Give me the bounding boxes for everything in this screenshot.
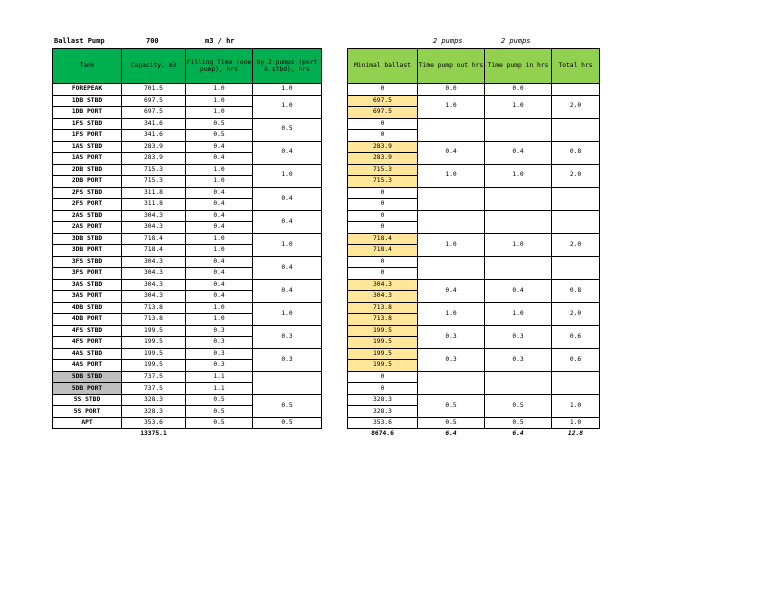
tank-name: 1DB STBD — [53, 95, 122, 107]
tank-filling-table — [52, 48, 322, 439]
filling-time: 0.5 — [186, 118, 253, 130]
table-row — [348, 417, 600, 429]
minimal-ballast: 697.5 — [348, 107, 418, 119]
tank-name: 4AS PORT — [53, 360, 122, 372]
tank-capacity: 713.8 — [122, 302, 186, 314]
tank-name: 2AS PORT — [53, 222, 122, 234]
totals-row — [348, 429, 600, 439]
tank-capacity: 283.9 — [122, 153, 186, 165]
filling-time: 0.4 — [186, 210, 253, 222]
minimal-ballast: 718.4 — [348, 245, 418, 257]
minimal-ballast: 199.5 — [348, 348, 418, 360]
total-hours: 2.0 — [552, 302, 600, 325]
time-pump-out: 0.5 — [418, 417, 485, 429]
table-row — [53, 210, 322, 222]
table-row — [348, 279, 600, 291]
table-row — [348, 256, 600, 268]
filling-time: 0.4 — [186, 222, 253, 234]
filling-time: 0.4 — [186, 187, 253, 199]
filling-time: 1.0 — [186, 314, 253, 326]
totals-spacer — [53, 429, 122, 439]
two-pump-time: 0.5 — [253, 417, 322, 429]
tank-capacity: 328.3 — [122, 406, 186, 418]
filling-time: 1.1 — [186, 371, 253, 383]
filling-time: 1.0 — [186, 95, 253, 107]
total-hours — [552, 210, 600, 233]
filling-time: 1.0 — [186, 107, 253, 119]
minimal-ballast: 199.5 — [348, 360, 418, 372]
two-pump-time: 0.5 — [253, 118, 322, 141]
minimal-ballast: 713.8 — [348, 302, 418, 314]
two-pump-time: 0.4 — [253, 210, 322, 233]
filling-time: 1.0 — [186, 245, 253, 257]
time-pump-in — [485, 187, 552, 210]
filling-time: 1.1 — [186, 383, 253, 395]
totals-spacer — [186, 429, 253, 439]
ballast-time-table — [347, 48, 600, 439]
filling-time: 0.3 — [186, 348, 253, 360]
tank-capacity: 718.4 — [122, 245, 186, 257]
total-hours: 0.6 — [552, 325, 600, 348]
tank-name: 4FS STBD — [53, 325, 122, 337]
time-pump-in: 0.5 — [485, 394, 552, 417]
time-pump-in — [485, 118, 552, 141]
minimal-ballast: 304.3 — [348, 291, 418, 303]
table-row — [348, 302, 600, 314]
time-pump-in — [485, 256, 552, 279]
total-hours: 0.8 — [552, 279, 600, 302]
filling-time: 0.3 — [186, 360, 253, 372]
tank-capacity: 199.5 — [122, 325, 186, 337]
tank-name: 2FS PORT — [53, 199, 122, 211]
time-pump-in — [485, 371, 552, 394]
time-pump-out — [418, 256, 485, 279]
minimal-ballast: 697.5 — [348, 95, 418, 107]
tank-capacity: 697.5 — [122, 95, 186, 107]
tank-capacity: 737.5 — [122, 383, 186, 395]
filling-time: 0.4 — [186, 279, 253, 291]
minimal-ballast: 715.3 — [348, 176, 418, 188]
minimal-ballast: 304.3 — [348, 279, 418, 291]
tank-capacity: 199.5 — [122, 360, 186, 372]
tank-capacity: 353.6 — [122, 417, 186, 429]
col-time-pump-out: Time pump out hrs — [418, 49, 485, 84]
two-pumps-label-in: 2 pumps — [501, 37, 531, 45]
tank-rows — [53, 84, 322, 439]
minimal-ballast: 0 — [348, 268, 418, 280]
minimal-ballast: 0 — [348, 118, 418, 130]
total-hours — [552, 187, 600, 210]
time-pump-out — [418, 187, 485, 210]
table-row — [53, 417, 322, 429]
tank-capacity: 341.6 — [122, 118, 186, 130]
tank-name: 3FS STBD — [53, 256, 122, 268]
minimal-ballast: 199.5 — [348, 337, 418, 349]
total-hours: 2.0 — [552, 233, 600, 256]
total-hours — [552, 118, 600, 141]
time-pump-in: 0.3 — [485, 325, 552, 348]
total-capacity: 13375.1 — [140, 430, 167, 438]
table-row — [53, 325, 322, 337]
filling-time: 0.4 — [186, 268, 253, 280]
time-pump-out: 1.0 — [418, 233, 485, 256]
time-pump-out: 0.5 — [418, 394, 485, 417]
col-by-2-pumps: By 2 pumps (port & stbd), hrs — [253, 49, 322, 84]
tank-capacity: 304.3 — [122, 256, 186, 268]
total-hours — [552, 256, 600, 279]
tank-name: 1AS PORT — [53, 153, 122, 165]
two-pump-time: 1.0 — [253, 84, 322, 96]
total-pump-out: 6.4 — [445, 430, 457, 438]
time-pump-in: 1.0 — [485, 233, 552, 256]
table-row — [348, 348, 600, 360]
table-row — [348, 187, 600, 199]
pump-rate-value: 700 — [146, 37, 159, 45]
filling-time: 0.3 — [186, 325, 253, 337]
two-pump-time: 1.0 — [253, 233, 322, 256]
time-pump-in: 0.5 — [485, 417, 552, 429]
filling-time: 0.4 — [186, 199, 253, 211]
table-row — [53, 141, 322, 153]
time-pump-out: 0.3 — [418, 348, 485, 371]
minimal-ballast: 715.3 — [348, 164, 418, 176]
totals-spacer — [253, 429, 322, 439]
table-row — [53, 279, 322, 291]
two-pumps-label-out: 2 pumps — [433, 37, 463, 45]
minimal-ballast: 718.4 — [348, 233, 418, 245]
minimal-ballast: 0 — [348, 187, 418, 199]
minimal-ballast: 0 — [348, 210, 418, 222]
two-pump-time: 0.4 — [253, 141, 322, 164]
tank-name: 3DB STBD — [53, 233, 122, 245]
table-row — [348, 164, 600, 176]
time-pump-out — [418, 371, 485, 394]
tank-capacity: 311.8 — [122, 199, 186, 211]
ballast-rows — [348, 84, 600, 439]
tank-capacity: 304.3 — [122, 268, 186, 280]
col-time-pump-in: Time pump in hrs — [485, 49, 552, 84]
two-pump-time — [253, 371, 322, 394]
two-pump-time: 0.4 — [253, 256, 322, 279]
total-hours: 1.0 — [552, 394, 600, 417]
minimal-ballast: 328.3 — [348, 394, 418, 406]
filling-time: 0.5 — [186, 130, 253, 142]
table-row — [53, 118, 322, 130]
two-pump-time: 0.3 — [253, 325, 322, 348]
minimal-ballast: 713.8 — [348, 314, 418, 326]
time-pump-in: 0.4 — [485, 141, 552, 164]
total-hours — [552, 371, 600, 394]
filling-time: 0.4 — [186, 256, 253, 268]
two-pump-time: 0.3 — [253, 348, 322, 371]
minimal-ballast: 0 — [348, 371, 418, 383]
tank-name: 3DB PORT — [53, 245, 122, 257]
col-filling-time: Filling Time (one pump), hrs — [186, 49, 253, 84]
tank-name: 5DB STBD — [53, 371, 122, 383]
table-row — [53, 187, 322, 199]
table-row — [53, 233, 322, 245]
table-row — [348, 210, 600, 222]
minimal-ballast: 0 — [348, 199, 418, 211]
minimal-ballast: 328.3 — [348, 406, 418, 418]
table-row — [348, 371, 600, 383]
table-row — [53, 84, 322, 96]
table-row — [348, 95, 600, 107]
tank-capacity: 304.3 — [122, 291, 186, 303]
tank-name: 5S PORT — [53, 406, 122, 418]
total-hours: 2.0 — [552, 95, 600, 118]
total-hours: 1.0 — [552, 417, 600, 429]
col-minimal-ballast: Minimal ballast — [348, 49, 418, 84]
two-pump-time: 0.5 — [253, 394, 322, 417]
ballast-pump-label: Ballast Pump — [54, 37, 105, 45]
tank-capacity: 715.3 — [122, 176, 186, 188]
two-pump-time: 1.0 — [253, 95, 322, 118]
two-pump-time: 0.4 — [253, 279, 322, 302]
time-pump-in: 0.4 — [485, 279, 552, 302]
filling-time: 0.4 — [186, 153, 253, 165]
tank-name: 1FS STBD — [53, 118, 122, 130]
filling-time: 0.4 — [186, 141, 253, 153]
time-pump-out: 0.4 — [418, 279, 485, 302]
col-capacity: Capacity, m3 — [122, 49, 186, 84]
minimal-ballast: 0 — [348, 256, 418, 268]
tank-capacity: 304.3 — [122, 222, 186, 234]
time-pump-in: 1.0 — [485, 95, 552, 118]
tank-name: 3AS PORT — [53, 291, 122, 303]
filling-time: 1.0 — [186, 164, 253, 176]
tank-capacity: 737.5 — [122, 371, 186, 383]
table-row — [53, 164, 322, 176]
filling-time: 0.5 — [186, 417, 253, 429]
filling-time: 0.5 — [186, 394, 253, 406]
tank-capacity: 199.5 — [122, 337, 186, 349]
tank-name: 4DB STBD — [53, 302, 122, 314]
tank-name: 1DB PORT — [53, 107, 122, 119]
tank-capacity: 701.5 — [122, 84, 186, 96]
pump-rate-unit: m3 / hr — [205, 37, 235, 45]
time-pump-in: 1.0 — [485, 302, 552, 325]
filling-time: 1.0 — [186, 84, 253, 96]
total-hours: 0.8 — [552, 141, 600, 164]
total-hours: 0.6 — [552, 348, 600, 371]
time-pump-in: 0.0 — [485, 84, 552, 96]
table-row — [53, 348, 322, 360]
tank-capacity: 283.9 — [122, 141, 186, 153]
filling-time: 1.0 — [186, 176, 253, 188]
tank-name: 2DB STBD — [53, 164, 122, 176]
table-row — [348, 394, 600, 406]
minimal-ballast: 0 — [348, 130, 418, 142]
tank-name: 4FS PORT — [53, 337, 122, 349]
time-pump-out: 0.0 — [418, 84, 485, 96]
table-row — [348, 233, 600, 245]
tank-capacity: 715.3 — [122, 164, 186, 176]
tank-name: 4DB PORT — [53, 314, 122, 326]
tank-name: 3FS PORT — [53, 268, 122, 280]
two-pump-time: 1.0 — [253, 302, 322, 325]
minimal-ballast: 199.5 — [348, 325, 418, 337]
totals-row — [53, 429, 322, 439]
total-pump-in: 6.4 — [512, 430, 524, 438]
time-pump-out — [418, 210, 485, 233]
filling-time: 1.0 — [186, 233, 253, 245]
time-pump-out — [418, 118, 485, 141]
table-row — [53, 394, 322, 406]
time-pump-in: 0.3 — [485, 348, 552, 371]
two-pump-time: 1.0 — [253, 164, 322, 187]
tank-capacity: 328.3 — [122, 394, 186, 406]
minimal-ballast: 0 — [348, 84, 418, 96]
minimal-ballast: 0 — [348, 383, 418, 395]
table-row — [53, 256, 322, 268]
tank-capacity: 311.8 — [122, 187, 186, 199]
total-hours: 2.0 — [552, 164, 600, 187]
table-row — [53, 95, 322, 107]
time-pump-in — [485, 210, 552, 233]
filling-time: 0.5 — [186, 406, 253, 418]
minimal-ballast: 283.9 — [348, 153, 418, 165]
tank-name: 5S STBD — [53, 394, 122, 406]
col-tank: Tank — [53, 49, 122, 84]
tank-name: 2AS STBD — [53, 210, 122, 222]
time-pump-out: 1.0 — [418, 164, 485, 187]
time-pump-out: 0.4 — [418, 141, 485, 164]
table-row — [348, 325, 600, 337]
tank-capacity: 718.4 — [122, 233, 186, 245]
tank-name: 3AS STBD — [53, 279, 122, 291]
table-row — [53, 302, 322, 314]
tank-name: 2FS STBD — [53, 187, 122, 199]
tank-capacity: 341.6 — [122, 130, 186, 142]
time-pump-in: 1.0 — [485, 164, 552, 187]
col-total-hrs: Total hrs — [552, 49, 600, 84]
grand-total-hours: 12.8 — [567, 430, 584, 438]
tank-name: 2DB PORT — [53, 176, 122, 188]
minimal-ballast: 353.6 — [348, 417, 418, 429]
minimal-ballast: 283.9 — [348, 141, 418, 153]
tank-capacity: 199.5 — [122, 348, 186, 360]
table-row — [348, 84, 600, 96]
table-row — [348, 141, 600, 153]
tank-name: 5DB PORT — [53, 383, 122, 395]
total-hours — [552, 84, 600, 96]
time-pump-out: 0.3 — [418, 325, 485, 348]
tank-name: 1FS PORT — [53, 130, 122, 142]
tank-name: 1AS STBD — [53, 141, 122, 153]
tank-capacity: 304.3 — [122, 210, 186, 222]
tank-capacity: 697.5 — [122, 107, 186, 119]
filling-time: 0.3 — [186, 337, 253, 349]
time-pump-out: 1.0 — [418, 302, 485, 325]
two-pump-time: 0.4 — [253, 187, 322, 210]
filling-time: 0.4 — [186, 291, 253, 303]
tank-name: APT — [53, 417, 122, 429]
time-pump-out: 1.0 — [418, 95, 485, 118]
table-row — [348, 118, 600, 130]
minimal-ballast: 0 — [348, 222, 418, 234]
filling-time: 1.0 — [186, 302, 253, 314]
tank-capacity: 713.8 — [122, 314, 186, 326]
total-ballast: 8674.6 — [371, 430, 394, 438]
tank-capacity: 304.3 — [122, 279, 186, 291]
tank-name: FOREPEAK — [53, 84, 122, 96]
table-row — [53, 371, 322, 383]
tank-name: 4AS STBD — [53, 348, 122, 360]
